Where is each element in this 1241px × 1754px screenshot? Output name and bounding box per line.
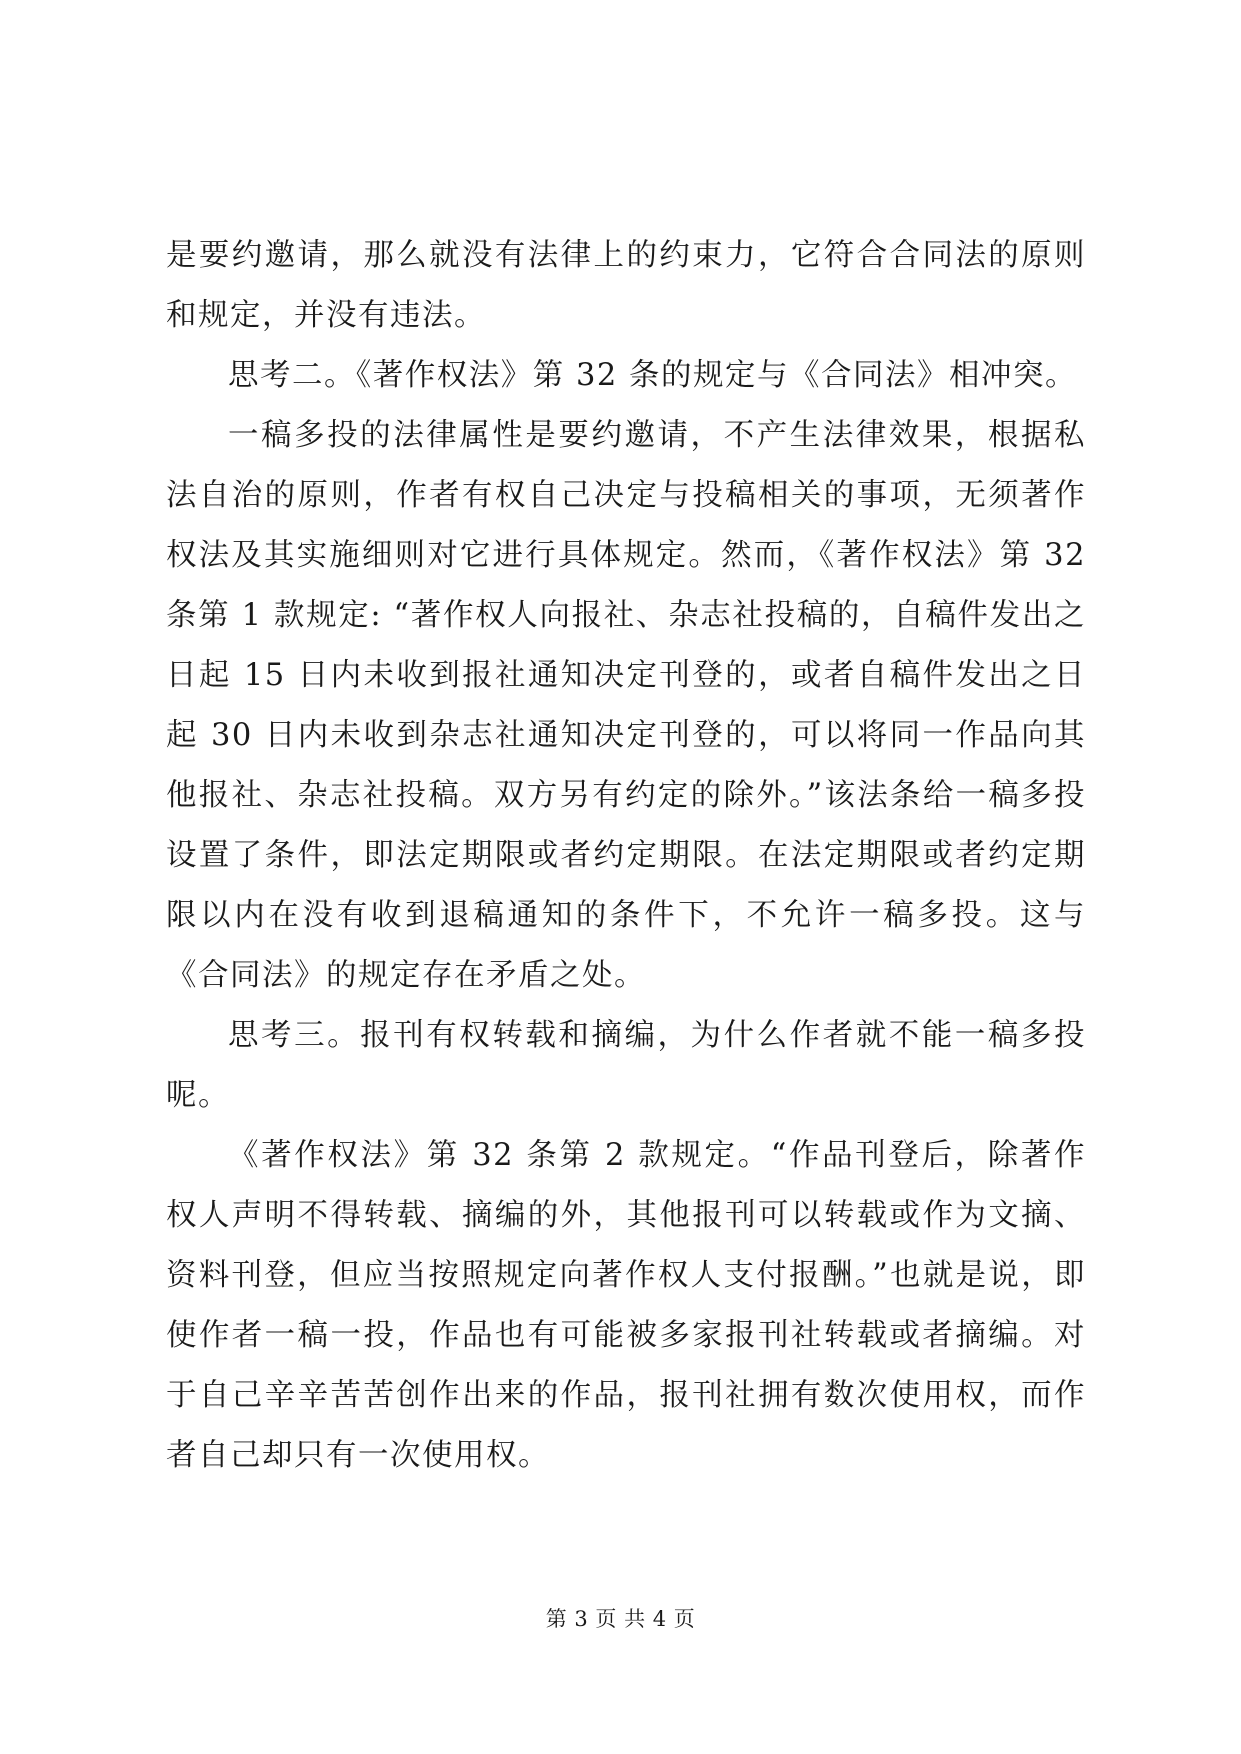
paragraph-thought-two: 思考二。《著作权法》第 32 条的规定与《合同法》相冲突。 xyxy=(228,358,1077,393)
document-body xyxy=(166,226,1086,1486)
paragraph-legal-analysis: 一稿多投的法律属性是要约邀请，不产生法律效果，根据私法自治的原则，作者有权自己决定与投稿相关的事项，无须著作权法及其实施细则对它进行具体规定。然而，《著作权法》第 32 条第 1 款规定: “著作权人向报社、杂志社投稿的，自稿件发出之日起 15 日内未收到报社通知决定刊登的，或者自稿件发出之日起 30 日内未收到杂志社通知决定刊登的，可以将同一作品向其他报社、杂志社投稿。双方另有约定的除外。”该法条给一稿多投设置了条件，即法定期限或者约定期限。在法定期限或者约定期限以内在没有收到退稿通知的条件下，不允许一稿多投。这与《合同法》的规定存在矛盾之处。 xyxy=(166,418,1086,993)
page-number-footer: 第 3 页 共 4 页 xyxy=(545,1607,696,1631)
paragraph-article-32-clause-2: 《著作权法》第 32 条第 2 款规定。“作品刊登后，除著作权人声明不得转载、摘编的外，其他报刊可以转载或作为文摘、资料刊登，但应当按照规定向著作权人支付报酬。”也就是说，即使作者一稿一投，作品也有可能被多家报刊社转载或者摘编。对于自己辛辛苦苦创作出来的作品，报刊社拥有数次使用权，而作者自己却只有一次使用权。 xyxy=(166,1138,1086,1473)
paragraph-thought-three: 思考三。报刊有权转载和摘编，为什么作者就不能一稿多投呢。 xyxy=(166,1018,1086,1113)
paragraph-continuation: 是要约邀请，那么就没有法律上的约束力，它符合合同法的原则和规定，并没有违法。 xyxy=(166,238,1086,333)
